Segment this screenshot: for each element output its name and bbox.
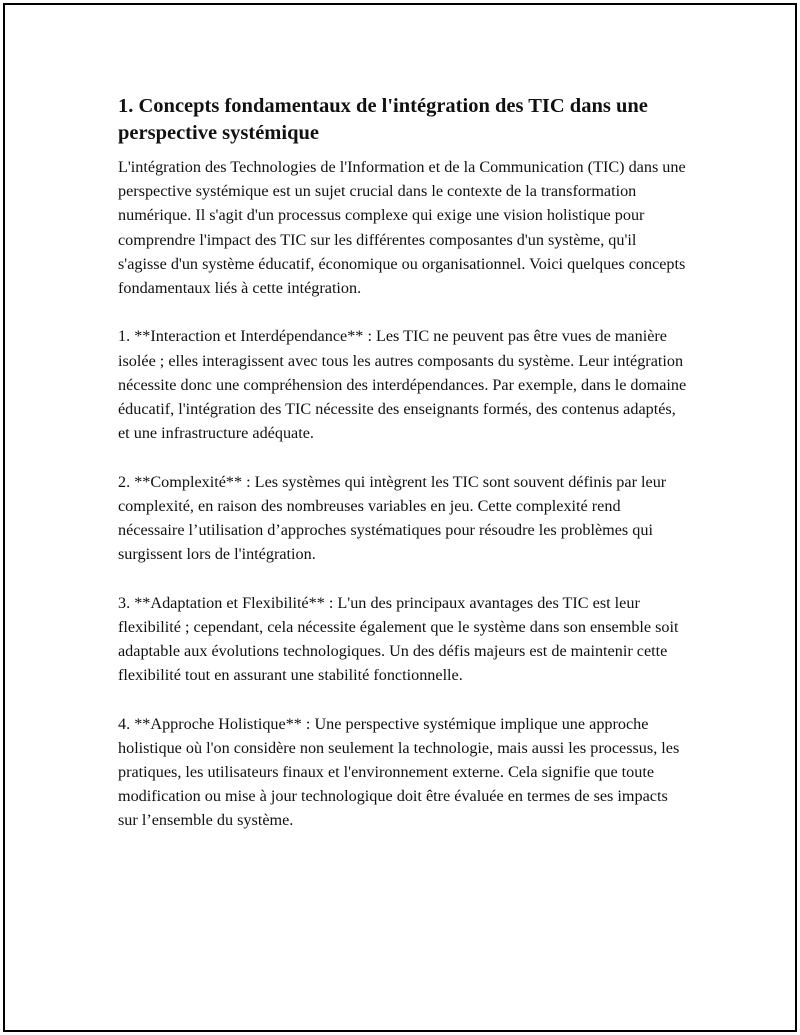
concept-adaptation-paragraph: 3. **Adaptation et Flexibilité** : L'un des principaux avantages des TIC est leur flexibilité ; cependant, cela nécessite également que le système dans son ensemble soit adaptable aux évolutions technologiques. Un des défis majeurs est de maintenir cette flexibilité tout en assurant une stabilité fonctionnelle. bbox=[118, 593, 679, 685]
document-body bbox=[118, 93, 688, 857]
concept-holistic-paragraph: 4. **Approche Holistique** : Une perspective systémique implique une approche holistique où l'on considère non seulement la technologie, mais aussi les processus, les pratiques, les utilisateurs finaux et l'environnement externe. Cela signifie que toute modification ou mise à jour technologique doit être évaluée en termes de ses impacts sur l’ensemble du système. bbox=[118, 714, 680, 830]
concept-complexity-paragraph: 2. **Complexité** : Les systèmes qui intègrent les TIC sont souvent définis par leur complexité, en raison des nombreuses variables en jeu. Cette complexité rend nécessaire l’utilisation d’approches systématiques pour résoudre les problèmes qui surgissent lors de l'intégration. bbox=[118, 472, 667, 564]
concept-interaction-paragraph: 1. **Interaction et Interdépendance** : Les TIC ne peuvent pas être vues de manière isolée ; elles interagissent avec tous les autres composants du système. Leur intégration nécessite donc une compréhension des interdépendances. Par exemple, dans le domaine éducatif, l'intégration des TIC nécessite des enseignants formés, des contenus adaptés, et une infrastructure adéquate. bbox=[118, 327, 687, 443]
intro-paragraph: L'intégration des Technologies de l'Information et de la Communication (TIC) dans une perspective systémique est un sujet crucial dans le contexte de la transformation numérique. Il s'agit d'un processus complexe qui exige une vision holistique pour comprendre l'impact des TIC sur les différentes composantes d'un système, qu'il s'agisse d'un système éducatif, économique ou organisationnel. Voici quelques concepts fondamentaux liés à cette intégration. bbox=[118, 158, 686, 298]
section-title: 1. Concepts fondamentaux de l'intégration des TIC dans une perspective systémique bbox=[118, 95, 648, 144]
